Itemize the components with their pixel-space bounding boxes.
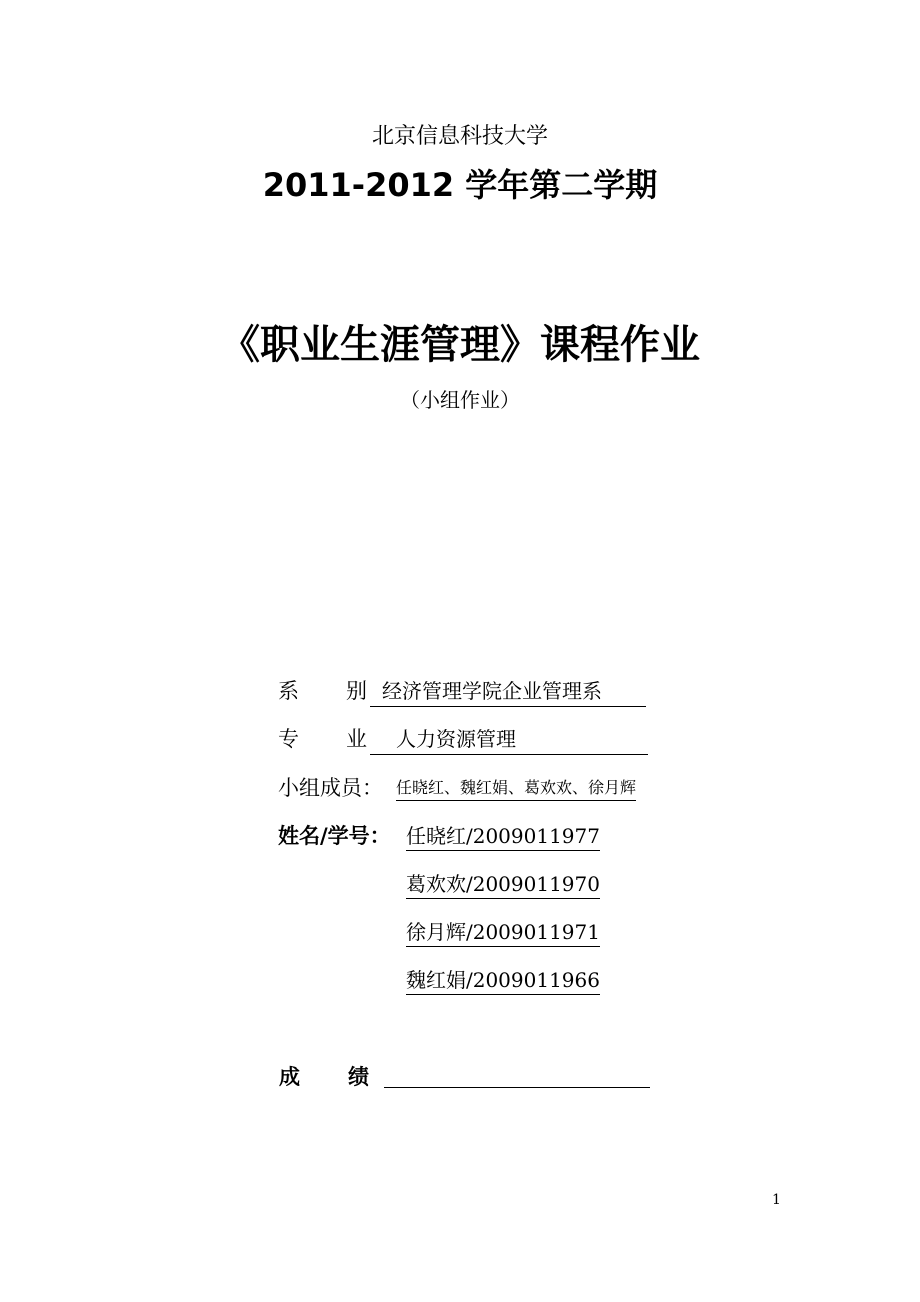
university-name: 北京信息科技大学 <box>371 124 548 149</box>
assignment-type: （小组作业） <box>400 388 520 412</box>
members-value: 任晓红、魏红娟、葛欢欢、徐月辉 <box>396 776 636 801</box>
student-entry-4: 魏红娟/2009011966 <box>406 966 600 995</box>
major-label-char-1: 专 <box>278 727 299 751</box>
department-label-char-1: 系 <box>278 679 299 703</box>
student-entry-2: 葛欢欢/2009011970 <box>406 870 600 899</box>
semester-title: 2011-2012 学年第二学期 <box>262 166 658 204</box>
score-blank-line <box>384 1087 650 1088</box>
student-entry-1: 任晓红/2009011977 <box>406 822 600 851</box>
course-title: 《职业生涯管理》课程作业 <box>220 322 700 368</box>
score-label-char-2: 绩 <box>348 1065 369 1089</box>
department-value: 经济管理学院企业管理系 <box>370 676 646 707</box>
department-label-char-2: 别 <box>346 679 367 703</box>
students-label: 姓名/学号： <box>278 824 391 848</box>
major-value: 人力资源管理 <box>370 724 648 755</box>
major-label-char-2: 业 <box>346 727 367 751</box>
student-entry-3: 徐月辉/2009011971 <box>406 918 600 947</box>
page-number: 1 <box>772 1192 781 1208</box>
members-label: 小组成员： <box>278 776 383 800</box>
score-label-char-1: 成 <box>279 1065 300 1089</box>
